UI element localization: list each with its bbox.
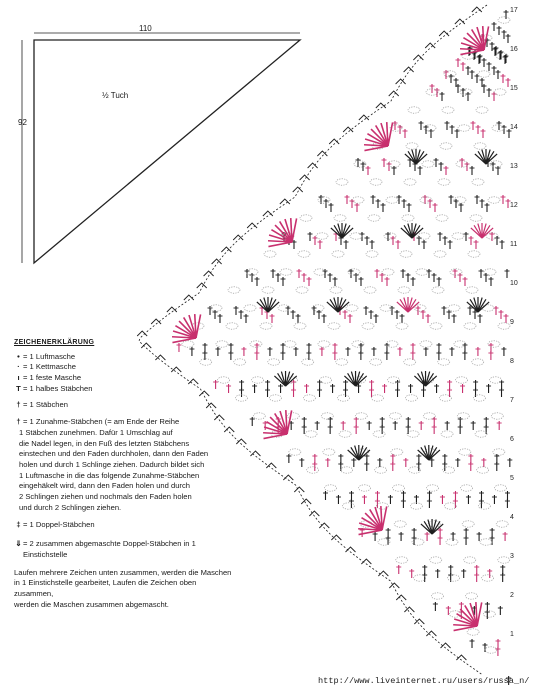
row-number: 9 — [510, 319, 514, 326]
chain-loop — [398, 287, 410, 293]
chain-loop — [262, 287, 274, 293]
chain-loop — [462, 521, 474, 527]
row-number: 16 — [510, 46, 518, 53]
chain-loop — [495, 485, 507, 491]
chain-loop — [396, 323, 408, 329]
chain-loop — [370, 359, 382, 365]
chain-loop — [414, 575, 426, 581]
chain-loop — [440, 143, 452, 149]
chain-loop — [478, 71, 490, 77]
chain-loop — [341, 467, 353, 473]
row-number: 15 — [510, 85, 518, 92]
chain-loop — [438, 359, 450, 365]
chain-loop — [448, 575, 460, 581]
picot-stitch — [250, 451, 260, 456]
chain-loop — [253, 413, 265, 419]
chain-loop — [470, 215, 482, 221]
chain-loop — [386, 197, 398, 203]
chain-loop — [364, 287, 376, 293]
picot-stitch — [319, 523, 329, 528]
chain-loop — [490, 377, 502, 383]
legend-row-half-double — [14, 384, 236, 395]
chain-loop — [464, 557, 476, 563]
legend-text: = 1 Stäbchen — [23, 399, 68, 409]
legend-text: = 1 Doppel-Stäbchen — [23, 519, 95, 529]
chain-loop — [334, 215, 346, 221]
chain-loop — [422, 161, 434, 167]
chain-loop — [337, 395, 349, 401]
chain-loop — [318, 341, 330, 347]
picot-stitch — [389, 91, 399, 96]
chain-loop — [488, 197, 500, 203]
chain-loop — [459, 449, 471, 455]
picot-stitch — [236, 439, 246, 444]
chain-loop — [342, 503, 354, 509]
shell-fan-stitch — [454, 626, 478, 631]
chain-loop — [420, 341, 432, 347]
chain-loop — [404, 359, 416, 365]
chain-loop — [252, 377, 264, 383]
chain-loop — [491, 413, 503, 419]
chain-loop — [316, 233, 328, 239]
chain-stitch-icon: • — [17, 351, 20, 361]
chain-loop — [228, 287, 240, 293]
shell-fan-stitch — [382, 506, 387, 530]
chain-loop — [400, 251, 412, 257]
chain-loop — [436, 215, 448, 221]
chain-loop — [368, 215, 380, 221]
chain-loop — [373, 431, 385, 437]
picot-stitch — [266, 463, 276, 468]
chain-loop — [296, 287, 308, 293]
chain-loop — [359, 485, 371, 491]
legend-row-slip — [14, 362, 236, 373]
chain-loop — [375, 467, 387, 473]
legend-text: = 1 halbes Stäbchen — [23, 383, 93, 393]
height-label: 92 — [18, 118, 27, 127]
chain-loop — [423, 413, 435, 419]
shell-fan-stitch — [484, 26, 489, 50]
row-number: 3 — [510, 553, 514, 560]
chain-loop — [336, 359, 348, 365]
chain-loop — [488, 341, 500, 347]
chain-loop — [482, 305, 494, 311]
picot-stitch — [396, 595, 406, 600]
chain-loop — [402, 215, 414, 221]
note-line: 1 Luftmasche in die das folgende Zunahme-Stäbchen — [19, 470, 200, 480]
chain-loop — [466, 287, 478, 293]
chain-loop — [498, 323, 510, 329]
picot-stitch — [425, 43, 435, 48]
chain-loop — [386, 341, 398, 347]
legend-footer — [14, 568, 236, 611]
chain-loop — [396, 557, 408, 563]
picot-stitch — [300, 175, 310, 180]
note-line: 2 Schlingen ziehen und nochmals den Faden holen — [19, 492, 192, 502]
chain-loop — [467, 629, 479, 635]
note-line: 1 Stäbchen zunehmen. Dafür 1 Umschlag auf — [19, 427, 173, 437]
shell-fan-stitch — [292, 218, 297, 242]
chain-loop — [405, 395, 417, 401]
chain-loop — [382, 269, 394, 275]
footer-line: werden die Maschen zusammen abgemascht. — [14, 599, 169, 609]
treble-cluster-icon: ⇓ — [15, 539, 22, 549]
legend-row-treble — [14, 520, 236, 531]
chain-loop — [498, 557, 510, 563]
shell-fan-stitch — [477, 602, 482, 626]
legend — [14, 338, 236, 610]
slip-stitch-icon: · — [17, 362, 20, 372]
width-label: 110 — [139, 24, 152, 33]
chain-loop — [305, 431, 317, 437]
chain-loop — [430, 323, 442, 329]
chain-loop — [465, 593, 477, 599]
chain-loop — [452, 233, 464, 239]
chain-loop — [478, 503, 490, 509]
footer-line: Laufen mehrere Zeichen unten zusammen, werden die Maschen — [14, 567, 232, 577]
chain-loop — [314, 269, 326, 275]
legend-text: = 1 Zunahme-Stäbchen (= am Ende der Reihe — [23, 417, 180, 427]
chain-loop — [352, 197, 364, 203]
chain-loop — [416, 269, 428, 275]
row-number: 17 — [510, 7, 518, 14]
chain-loop — [457, 413, 469, 419]
chain-loop — [325, 485, 337, 491]
chain-loop — [355, 413, 367, 419]
row-number: 7 — [510, 397, 514, 404]
chain-loop — [352, 341, 364, 347]
chain-loop — [476, 107, 488, 113]
row-number: 5 — [510, 475, 514, 482]
row-number: 10 — [510, 280, 518, 287]
chain-loop — [336, 179, 348, 185]
chain-loop — [303, 395, 315, 401]
single-crochet-icon: ı — [17, 373, 20, 383]
note-line: einstechen und den Faden durchholen, dann den Faden — [19, 449, 209, 459]
shell-fan-stitch — [196, 314, 201, 338]
chain-loop — [454, 341, 466, 347]
row-number: 2 — [510, 592, 514, 599]
chain-loop — [458, 125, 470, 131]
chain-loop — [328, 323, 340, 329]
legend-row-increase — [14, 417, 236, 428]
picot-stitch — [301, 499, 311, 504]
chain-loop — [244, 305, 256, 311]
chain-loop — [389, 413, 401, 419]
chain-loop — [298, 251, 310, 257]
chain-loop — [226, 323, 238, 329]
chain-loop — [477, 467, 489, 473]
shell-fan-stitch — [364, 146, 388, 151]
chain-loop — [269, 395, 281, 401]
picot-stitch — [359, 115, 369, 120]
chain-loop — [493, 449, 505, 455]
legend-row-single — [14, 373, 236, 384]
legend-text: = 1 Luftmasche — [23, 351, 76, 361]
picot-stitch — [197, 283, 207, 288]
chain-loop — [498, 17, 510, 23]
chain-loop — [366, 251, 378, 257]
legend-text: = 2 zusammen abgemaschte Doppel-Stäbchen in 1 Einstichstelle — [23, 539, 196, 559]
chain-loop — [442, 107, 454, 113]
chain-loop — [406, 143, 418, 149]
shell-fan-stitch — [460, 50, 484, 55]
chain-loop — [427, 485, 439, 491]
shell-fan-stitch — [264, 434, 288, 439]
row-number: 1 — [510, 631, 514, 638]
chain-loop — [492, 125, 504, 131]
chain-loop — [441, 431, 453, 437]
chain-loop — [280, 269, 292, 275]
picot-stitch — [280, 199, 290, 204]
chain-loop — [289, 449, 301, 455]
chain-loop — [362, 323, 374, 329]
picot-stitch — [331, 535, 341, 540]
chain-loop — [284, 341, 296, 347]
legend-title: ZEICHENERKLÄRUNG — [14, 339, 95, 346]
chain-loop — [432, 287, 444, 293]
chain-loop — [307, 467, 319, 473]
picot-stitch — [247, 223, 257, 228]
note-line: holen und durch 1 Schlinge ziehen. Dadurch bildet sich — [19, 460, 205, 470]
chain-loop — [294, 323, 306, 329]
increase-note — [19, 428, 236, 514]
chain-loop — [496, 521, 508, 527]
footer-line: in 1 Einstichstelle gearbeitet, Laufen die Zeichen oben zusammen, — [14, 578, 197, 599]
chain-loop — [473, 395, 485, 401]
picot-stitch — [426, 631, 436, 636]
note-line: eingehäkelt wird, dann den Faden holen und durch — [19, 481, 190, 491]
chain-loop — [461, 485, 473, 491]
row-number: 11 — [510, 241, 518, 248]
chain-loop — [438, 179, 450, 185]
row-number: 12 — [510, 202, 518, 209]
half-double-icon: T — [16, 383, 21, 393]
chain-loop — [393, 485, 405, 491]
chain-loop — [485, 647, 497, 653]
chain-loop — [472, 179, 484, 185]
chain-loop — [468, 251, 480, 257]
picot-stitch — [308, 163, 318, 168]
shell-fan-stitch — [388, 122, 393, 146]
chain-loop — [408, 107, 420, 113]
picot-stitch — [413, 55, 423, 60]
chain-loop — [300, 215, 312, 221]
shape-label: ½ Tuch — [102, 91, 129, 100]
picot-stitch — [233, 235, 243, 240]
chain-loop — [474, 143, 486, 149]
chain-loop — [321, 413, 333, 419]
chain-loop — [250, 341, 262, 347]
chain-loop — [330, 287, 342, 293]
chain-loop — [480, 539, 492, 545]
chain-loop — [448, 305, 460, 311]
chain-loop — [323, 449, 335, 455]
row-number: 6 — [510, 436, 514, 443]
note-line: die Nadel legen, in den Fuß des letzten Stäbchens — [19, 438, 190, 448]
chain-loop — [450, 269, 462, 275]
row-number: 13 — [510, 163, 518, 170]
double-crochet-icon: † — [16, 399, 21, 409]
chain-loop — [394, 521, 406, 527]
legend-row-treble-cluster — [14, 539, 236, 560]
chain-loop — [456, 377, 468, 383]
chain-loop — [472, 359, 484, 365]
picot-stitch — [343, 127, 353, 132]
row-number: 14 — [510, 124, 518, 131]
chain-loop — [404, 179, 416, 185]
chain-loop — [430, 557, 442, 563]
picot-stitch — [404, 67, 414, 72]
picot-stitch — [137, 331, 147, 336]
chain-loop — [482, 575, 494, 581]
chain-loop — [407, 431, 419, 437]
chain-loop — [434, 251, 446, 257]
chain-loop — [332, 251, 344, 257]
chain-loop — [318, 197, 330, 203]
picot-stitch — [329, 139, 339, 144]
watermark-url: http://www.liveinternet.ru/users/russa_n/ — [318, 676, 530, 686]
legend-text: = 1 Kettmasche — [23, 362, 76, 372]
increase-double-icon: † — [16, 417, 21, 427]
chain-loop — [268, 359, 280, 365]
chain-loop — [475, 431, 487, 437]
chain-loop — [446, 539, 458, 545]
chain-loop — [348, 269, 360, 275]
chain-loop — [287, 413, 299, 419]
legend-row-chain — [14, 352, 236, 363]
chain-loop — [431, 593, 443, 599]
row-number: 4 — [510, 514, 514, 521]
treble-icon: ‡ — [16, 519, 21, 529]
chain-loop — [371, 395, 383, 401]
legend-text: = 1 feste Masche — [23, 373, 82, 383]
chain-loop — [370, 179, 382, 185]
chain-loop — [264, 251, 276, 257]
legend-row-double — [14, 400, 236, 411]
note-line: und durch 2 Schlingen ziehen. — [19, 502, 122, 512]
chain-loop — [339, 431, 351, 437]
chain-loop — [346, 305, 358, 311]
chain-loop — [302, 359, 314, 365]
row-number: 8 — [510, 358, 514, 365]
chain-loop — [260, 323, 272, 329]
chain-loop — [444, 503, 456, 509]
chain-loop — [464, 323, 476, 329]
